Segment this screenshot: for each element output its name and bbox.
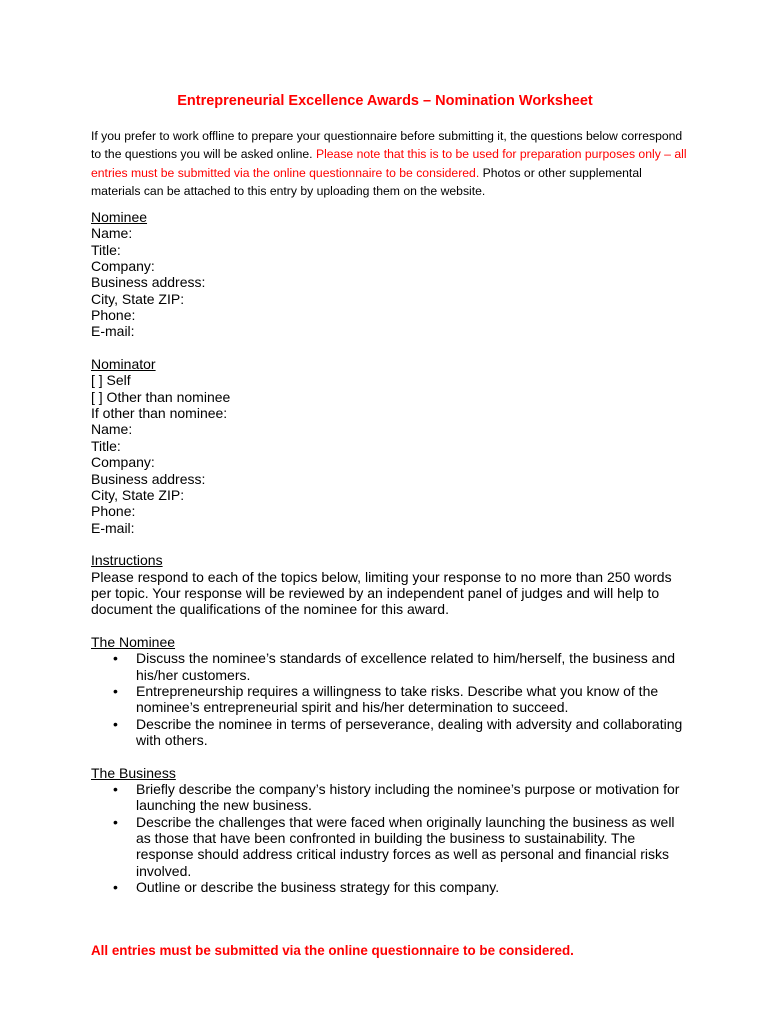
instructions-text: Please respond to each of the topics below, limiting your response to no more than 250 words per topic. Your response will be reviewed by an independent panel of judges and will help to document the qualifications of the nominee for this award.: [91, 568, 672, 618]
bullet-icon: •: [113, 879, 118, 896]
nominator-field-city-state-zip: City, State ZIP:: [91, 486, 185, 503]
the-nominee-section: [91, 634, 691, 748]
nominee-field-name: Name:: [91, 225, 133, 242]
bullet-icon: •: [113, 781, 118, 798]
bullet-icon: •: [113, 682, 118, 699]
footer-notice: All entries must be submitted via the online questionnaire to be considered.: [91, 943, 574, 958]
list-item: • Describe the nominee in terms of perseverance, dealing with adversity and collaborating with others.: [113, 715, 683, 748]
nominee-heading: Nominee: [91, 209, 148, 225]
the-business-list: [91, 781, 691, 895]
nominee-field-company: Company:: [91, 258, 155, 275]
list-item: • Entrepreneurship requires a willingness to take risks. Describe what you know of the nominee’s entrepreneurial spirit and his/her determination to succeed.: [113, 682, 659, 716]
nominator-section: [91, 356, 691, 536]
nominee-field-business-address: Business address:: [91, 274, 206, 291]
nominator-field-title: Title:: [91, 437, 121, 454]
nominee-field-email: E-mail:: [91, 323, 135, 340]
the-nominee-heading: The Nominee: [91, 633, 176, 650]
list-item: • Describe the challenges that were faced when originally launching the business as well as those that have been confronted in building the business to sustainability. The response should address critical industry forces as well as personal and financial risks involved.: [113, 813, 675, 879]
nominator-field-phone: Phone:: [91, 503, 136, 520]
intro-text-1: If you prefer to work offline to prepare your questionnaire before submitting it, the questions below correspond to the questions you will be asked online.: [91, 129, 683, 162]
page-title: Entrepreneurial Excellence Awards – Nomination Worksheet: [177, 93, 593, 109]
nominee-section: [91, 209, 691, 340]
nominator-if-other-label: If other than nominee:: [91, 405, 228, 422]
bullet-icon: •: [113, 715, 118, 732]
instructions-heading: Instructions: [91, 552, 163, 569]
nominator-heading: Nominator: [91, 356, 156, 373]
nominee-field-city-state-zip: City, State ZIP:: [91, 290, 185, 307]
nominee-field-title: Title:: [91, 241, 121, 258]
the-nominee-list: [91, 650, 691, 748]
list-item: • Briefly describe the company’s history including the nominee’s purpose or motivation for launching the new business.: [113, 781, 680, 814]
nominator-option-other: [ ] Other than nominee: [91, 388, 231, 405]
nominator-field-email: E-mail:: [91, 519, 135, 536]
intro-text-2: Photos or other supplemental materials can be attached to this entry by uploading them on the website.: [91, 165, 642, 198]
nominee-field-phone: Phone:: [91, 307, 136, 324]
bullet-icon: •: [113, 813, 118, 830]
worksheet-body: [91, 209, 691, 895]
intro-paragraph: [91, 127, 691, 200]
nominator-option-self: [ ] Self: [91, 372, 131, 389]
intro-notice-red: Please note that this is to be used for preparation purposes only – all entries must be submitted via the online questionnaire to be considered.: [91, 147, 687, 180]
nominator-field-business-address: Business address:: [91, 470, 206, 487]
list-item: • Outline or describe the business strategy for this company.: [113, 879, 500, 896]
instructions-section: [91, 552, 691, 617]
list-item: • Discuss the nominee’s standards of excellence related to him/herself, the business and his/her customers.: [113, 650, 676, 683]
nominator-field-company: Company:: [91, 454, 155, 471]
the-business-heading: The Business: [91, 764, 176, 781]
the-business-section: [91, 765, 691, 896]
bullet-icon: •: [113, 650, 118, 667]
nominator-field-name: Name:: [91, 421, 133, 438]
